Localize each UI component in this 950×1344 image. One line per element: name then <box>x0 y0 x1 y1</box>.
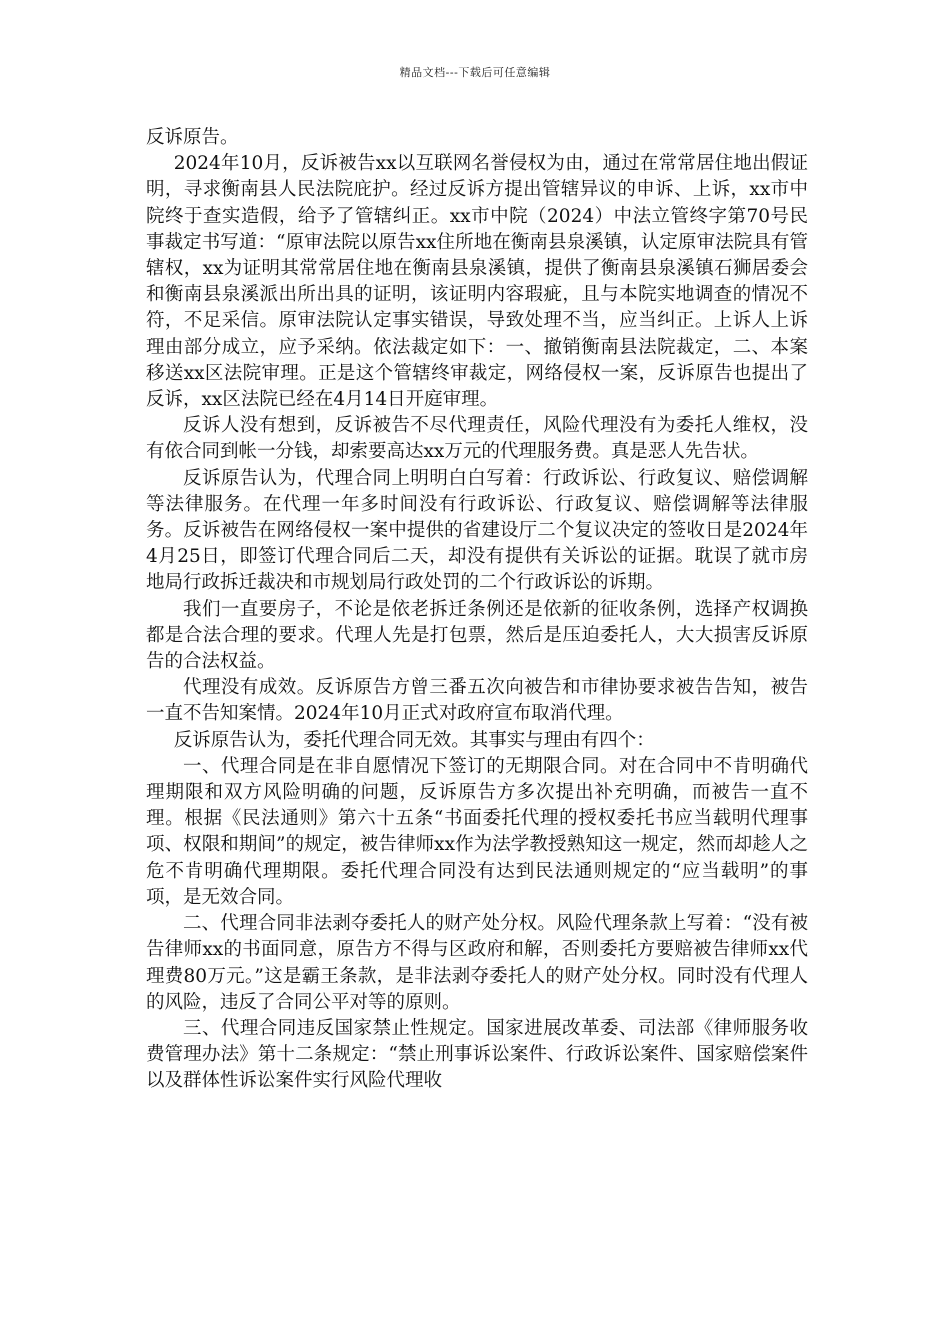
page-header: 精品文档---下载后可任意编辑 <box>399 66 551 79</box>
paragraph-7: 反诉原告认为，委托代理合同无效。其事实与理由有四个： <box>173 729 655 751</box>
paragraph-5: 我们一直要房子，不论是依老拆迁条例还是依新的征收条例，选择产权调换都是合法合理的要求。代理人先是打包票，然后是压迫委托人，大大损害反诉原告的合法权益。 <box>146 598 808 673</box>
paragraph-3: 反诉人没有想到，反诉被告不尽代理责任，风险代理没有为委托人维权，没有依合同到帐一分钱，却索要高达xx万元的代理服务费。真是恶人先告状。 <box>146 415 808 463</box>
paragraph-2: 2024年10月，反诉被告xx以互联网名誉侵权为由，通过在常常居住地出假证明，寻求衡南县人民法院庇护。经过反诉方提出管辖异议的申诉、上诉，xx市中院终于查实造假，给予了管辖纠正。xx市中院（2024）中法立管终字第70号民事裁定书写道：“原审法院以原告xx住所地在衡南县泉溪镇，认定原审法院具有管辖权，xx为证明其常常居住地在衡南县泉溪镇，提供了衡南县泉溪镇石狮居委会和衡南县泉溪派出所出具的证明，该证明内容瑕疵，且与本院实地调查的情况不符，不足采信。原审法院认定事实错误，导致处理不当，应当纠正。上诉人上诉理由部分成立，应予采纳。依法裁定如下：一、撤销衡南县法院裁定，二、本案移送xx区法院审理。正是这个管辖终审裁定，网络侵权一案，反诉原告也提出了反诉，xx区法院已经在4月14日开庭审理。 <box>146 153 808 411</box>
paragraph-8: 一、代理合同是在非自愿情况下签订的无期限合同。对在合同中不肯明确代理期限和双方风险明确的问题，反诉原告方多次提出补充明确，而被告一直不理。根据《民法通则》第六十五条“书面委托代理的授权委托书应当载明代理事项、权限和期间”的规定，被告律师xx作为法学教授熟知这一规定，然而却趁人之危不肯明确代理期限。委托代理合同没有达到民法通则规定的“应当载明”的事项，是无效合同。 <box>146 755 808 908</box>
document-body <box>146 125 808 1095</box>
paragraph-10: 三、代理合同违反国家禁止性规定。国家进展改革委、司法部《律师服务收费管理办法》第十二条规定：“禁止刑事诉讼案件、行政诉讼案件、国家赔偿案件以及群体性诉讼案件实行风险代理收 <box>146 1017 808 1092</box>
paragraph-6: 代理没有成效。反诉原告方曾三番五次向被告和市律协要求被告告知，被告一直不告知案情。2024年10月正式对政府宣布取消代理。 <box>146 677 808 725</box>
paragraph-4: 反诉原告认为，代理合同上明明白白写着：行政诉讼、行政复议、赔偿调解等法律服务。在代理一年多时间没有行政诉讼、行政复议、赔偿调解等法律服务。反诉被告在网络侵权一案中提供的省建设厅二个复议决定的签收日是2024年4月25日，即签订代理合同后二天，却没有提供有关诉讼的证据。耽误了就市房地局行政拆迁裁决和市规划局行政处罚的二个行政诉讼的诉期。 <box>146 467 808 594</box>
paragraph-1: 反诉原告。 <box>146 127 239 148</box>
paragraph-9: 二、代理合同非法剥夺委托人的财产处分权。风险代理条款上写着：“没有被告律师xx的书面同意，原告方不得与区政府和解，否则委托方要赔被告律师xx代理费80万元。”这是霸王条款，是非法剥夺委托人的财产处分权。同时没有代理人的风险，违反了合同公平对等的原则。 <box>146 913 808 1013</box>
